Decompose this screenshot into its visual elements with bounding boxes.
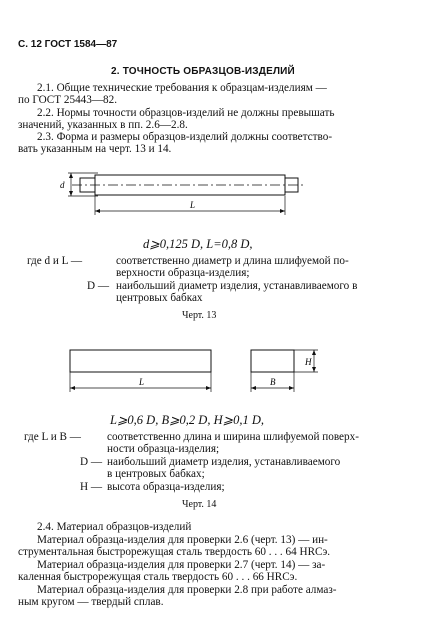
para-2-4-line-1: Материал образца-изделия для проверки 2.6 (черт. 13) — ин-	[37, 534, 328, 546]
fig14-def-3-line-1: высота образца-изделия;	[107, 481, 225, 493]
fig13-def-2-line-2: центровых бабках	[116, 292, 203, 304]
fig14-label-B: B	[270, 377, 276, 387]
fig14-def-1-symbol: где L и B —	[24, 431, 81, 443]
fig14-def-2-symbol: D —	[80, 456, 103, 468]
fig14-label-L: L	[139, 377, 145, 387]
para-2-4-title: 2.4. Материал образцов-изделий	[37, 521, 192, 533]
para-2-2-line-2: значений, указанных в пп. 2.6—2.8.	[18, 119, 188, 131]
fig13-def-2-line-1: наибольший диаметр изделия, устанавливаемого в	[116, 280, 358, 292]
fig13-def-1-line-2: верхности образца-изделия;	[116, 267, 250, 279]
page-header: С. 12 ГОСТ 1584—87	[18, 39, 118, 50]
fig14-caption: Черт. 14	[182, 499, 217, 510]
fig14-def-1-line-1: соответственно длина и ширина шлифуемой поверх-	[107, 431, 359, 443]
fig14-def-1-line-2: ности образца-изделия;	[107, 443, 220, 455]
para-2-4-line-5: Материал образца-изделия для проверки 2.8 при работе алмаз-	[37, 584, 337, 596]
para-2-1-line-1: 2.1. Общие технические требования к образцам-изделиям —	[37, 82, 327, 94]
figure-14-drawing	[0, 340, 422, 400]
fig13-def-1-line-1: соответственно диаметр и длина шлифуемой по-	[116, 255, 349, 267]
fig13-label-L: L	[190, 200, 196, 210]
para-2-3-line-2: вать указанным на черт. 13 и 14.	[18, 143, 172, 155]
section-title: 2. ТОЧНОСТЬ ОБРАЗЦОВ-ИЗДЕЛИЙ	[111, 66, 295, 77]
fig14-def-3-symbol: H —	[80, 481, 103, 493]
fig14-def-2-line-2: в центровых бабках;	[107, 468, 205, 480]
para-2-4-line-2: струментальная быстрорежущая сталь твердость 60 . . . 64 HRCэ.	[18, 546, 331, 558]
fig13-def-2-symbol: D —	[87, 280, 110, 292]
fig14-formula: L⩾0,6 D, B⩾0,2 D, H⩾0,1 D,	[110, 413, 264, 427]
para-2-2-line-1: 2.2. Нормы точности образцов-изделий не должны превышать	[37, 107, 335, 119]
para-2-4-line-4: каленная быстрорежущая сталь твердость 60 . . . 66 HRCэ.	[18, 571, 298, 583]
figure-13-drawing	[0, 165, 422, 225]
fig13-formula: d⩾0,125 D, L=0,8 D,	[143, 237, 253, 251]
fig13-label-d: d	[60, 180, 65, 190]
para-2-3-line-1: 2.3. Форма и размеры образцов-изделий должны соответство-	[37, 131, 333, 143]
para-2-1-line-2: по ГОСТ 25443—82.	[18, 94, 118, 106]
fig14-def-2-line-1: наибольший диаметр изделия, устанавливаемого	[107, 456, 341, 468]
para-2-4-line-3: Материал образца-изделия для проверки 2.7 (черт. 14) — за-	[37, 559, 326, 571]
para-2-4-line-6: ным кругом — твердый сплав.	[18, 596, 164, 608]
fig13-caption: Черт. 13	[182, 310, 217, 321]
fig13-def-1-symbol: где d и L —	[27, 255, 83, 267]
fig14-label-H: H	[305, 357, 312, 367]
